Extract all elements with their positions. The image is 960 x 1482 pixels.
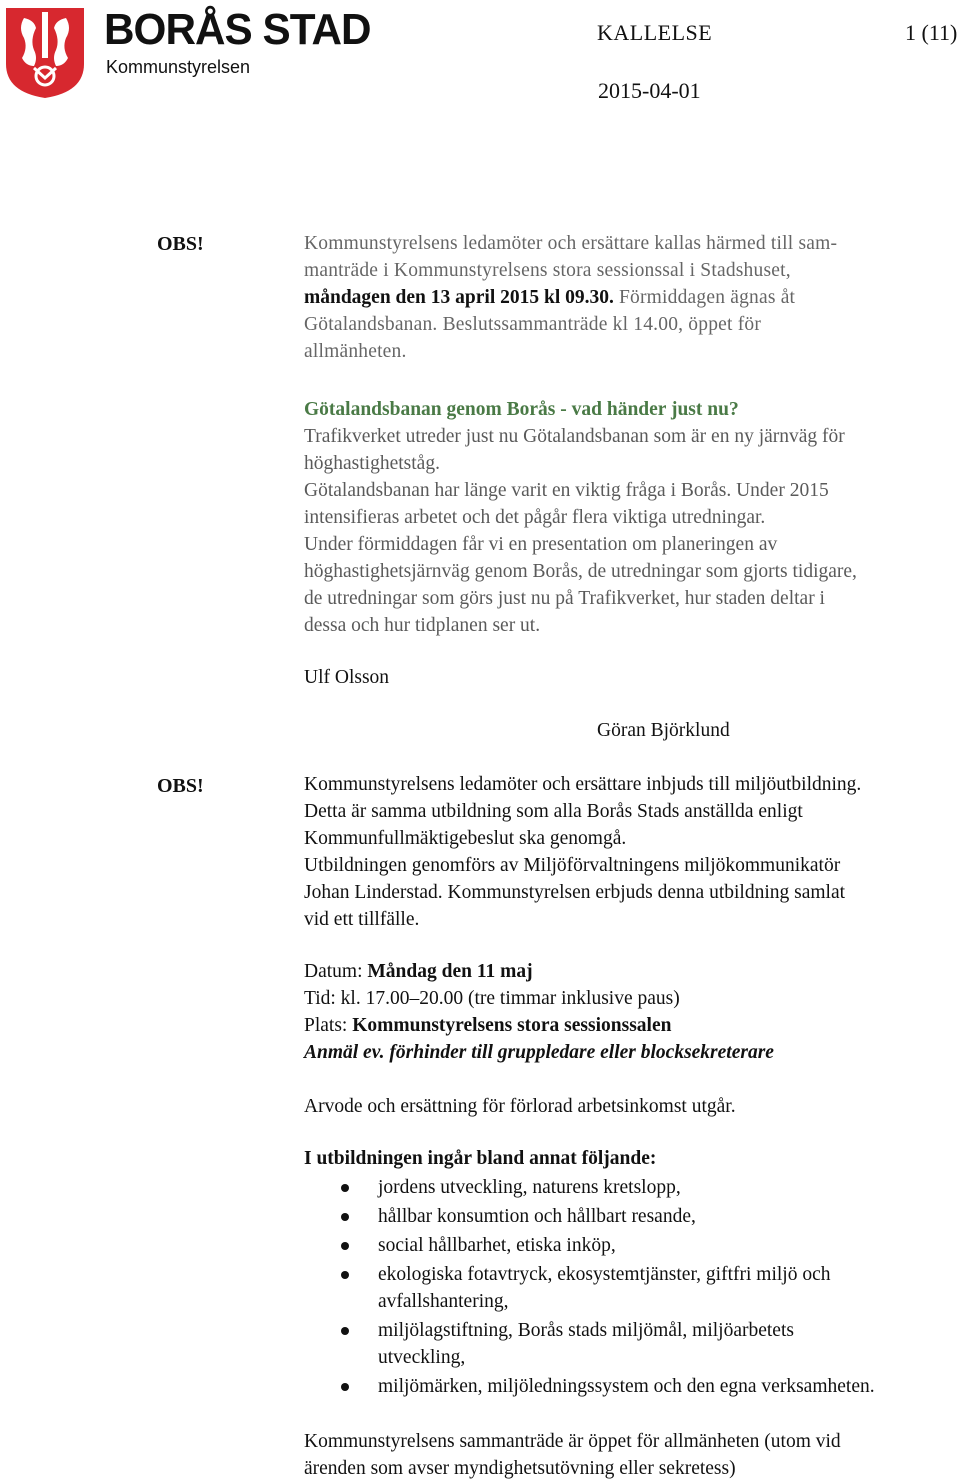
notice-line: Kommunstyrelsens ledamöter och ersättare kallas härmed till sam- [304,233,838,254]
notify-line [304,1039,774,1066]
date-line [304,958,774,985]
program-line: dessa och hur tidplanen ser ut. [304,615,541,636]
topic-item [304,1174,875,1201]
meeting-date: måndagen den 13 april 2015 kl 09.30. [304,287,614,308]
closing-note [304,1428,841,1482]
notice-line: Götalandsbanan. Beslutssammanträde kl 14.00, öppet för [304,314,762,335]
training-line: Johan Linderstad. Kommunstyrelsen erbjuds denna utbildning samlat [304,882,846,903]
brand-subtitle: Kommunstyrelsen [106,57,251,77]
topics-list [304,1174,875,1400]
topics-section [304,1145,875,1400]
topic-item [304,1261,875,1315]
topic-text: miljölagstiftning, Borås stads miljömål, miljöarbetets utveckling, [378,1320,794,1368]
page-number: 1 (11) [905,20,958,45]
training-details [304,958,774,1066]
signature-chair: Ulf Olsson [304,667,390,688]
training-line: Utbildningen genomförs av Miljöförvaltningens miljökommunikatör [304,855,841,876]
program-heading: Götalandsbanan genom Borås - vad händer just nu? [304,399,739,420]
program-line: Under förmiddagen får vi en presentation om planeringen av [304,534,778,555]
notice-line: manträde i Kommunstyrelsens stora sessionssal i Stadshuset, [304,260,791,281]
topic-text: social hållbarhet, etiska inköp, [378,1235,616,1256]
topic-text: ekologiska fotavtryck, ekosystemtjänster, giftfri miljö och avfallshantering, [378,1264,831,1312]
topic-text: miljömärken, miljöledningssystem och den egna verksamheten. [378,1376,875,1397]
obs-label: OBS! [157,775,204,797]
program-section [304,396,857,639]
city-emblem-logo [4,6,86,105]
topic-text: jordens utveckling, naturens kretslopp, [378,1177,681,1198]
brand-name: BORÅS STAD [104,5,371,54]
program-line: Götalandsbanan har länge varit en viktig fråga i Borås. Under 2015 [304,480,829,501]
place-line [304,1012,774,1039]
time-line: Tid: kl. 17.00–20.00 (tre timmar inklusive paus) [304,988,680,1009]
obs-label: OBS! [157,233,204,255]
date-label: Datum: [304,961,368,982]
document-date: 2015-04-01 [598,78,701,103]
place-value: Kommunstyrelsens stora sessionssalen [352,1015,672,1036]
closing-line: Kommunstyrelsens sammanträde är öppet för allmänheten (utom vid [304,1431,841,1452]
topic-item [304,1232,875,1259]
notice-line [304,284,837,311]
training-line: vid ett tillfälle. [304,909,420,930]
document-type: KALLELSE [597,20,713,45]
notice-line: allmänheten. [304,341,407,362]
program-line: intensifieras arbetet och det pågår flera viktiga utredningar. [304,507,766,528]
place-label: Plats: [304,1015,353,1036]
training-line: Kommunfullmäktigebeslut ska genomgå. [304,828,627,849]
training-line: Detta är samma utbildning som alla Borås Stads anställda enligt [304,801,803,822]
topics-heading: I utbildningen ingår bland annat följande: [304,1148,657,1169]
topic-item [304,1317,875,1371]
program-line: höghastighetståg. [304,453,440,474]
program-line: Trafikverket utreder just nu Götalandsbanan som är en ny järnväg för [304,426,845,447]
topic-item [304,1203,875,1230]
notify-rest: förhinder till gruppledare eller blocksekreterare [384,1042,774,1063]
date-value: Måndag den 11 maj [367,961,533,982]
program-line: de utredningar som görs just nu på Trafikverket, hur staden deltar i [304,588,825,609]
notify-prefix: Anmäl ev. [304,1042,385,1063]
signature-secretary: Göran Björklund [597,720,730,741]
training-notice [304,771,861,933]
training-line: Kommunstyrelsens ledamöter och ersättare inbjuds till miljöutbildning. [304,774,862,795]
compensation-line: Arvode och ersättning för förlorad arbetsinkomst utgår. [304,1096,736,1117]
meeting-notice [304,230,837,365]
program-line: höghastighetsjärnväg genom Borås, de utredningar som gjorts tidigare, [304,561,857,582]
topic-item [304,1373,875,1400]
topic-text: hållbar konsumtion och hållbart resande, [378,1206,696,1227]
closing-line: ärenden som avser myndighetsutövning eller sekretess) [304,1458,736,1479]
notice-line-rest: Förmiddagen ägnas åt [613,287,796,308]
